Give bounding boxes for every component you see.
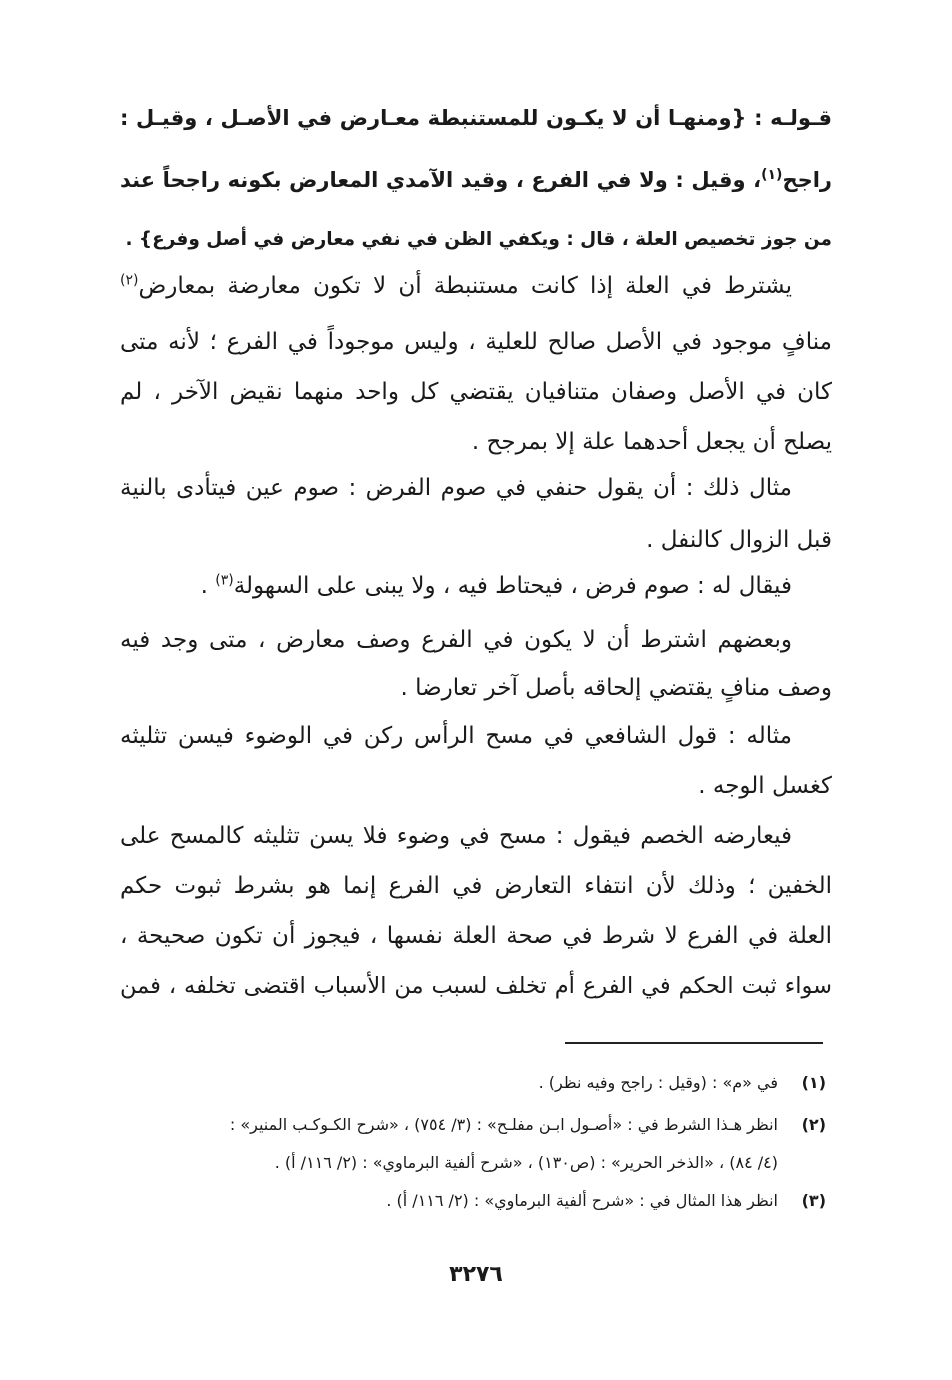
line-text: وبعضهم اشترط أن لا يكون في الفرع وصف معارض ، متى وجد فيه (120, 627, 792, 653)
main-text-line-16 (120, 866, 832, 906)
line-text: الخفين ؛ وذلك لأن انتفاء التعارض في الفرع إنما هو بشرط ثبوت حكم (120, 873, 832, 899)
line-text: راجح (782, 168, 832, 192)
footnote-1 (120, 1068, 826, 1098)
main-text-line-17 (120, 916, 832, 956)
footnote-2 (120, 1110, 826, 1140)
footnote-3 (120, 1186, 826, 1216)
line-text: سواء ثبت الحكم في الفرع أم تخلف لسبب من الأسباب اقتضى تخلفه ، فمن (120, 973, 832, 999)
line-text: كان في الأصل وصفان متنافيان يقتضي كل واحد منهما نقيض الآخر ، لم (120, 379, 832, 405)
line-text: من جوز تخصيص العلة ، قال : ويكفي الظن في نفي معارض في أصل وفرع} . (125, 229, 832, 250)
footnote-divider (565, 1042, 823, 1044)
main-text-line-12 (120, 668, 832, 708)
line-text: مثال ذلك : أن يقول حنفي في صوم الفرض : صوم عين فيتأدى بالنية (120, 475, 792, 501)
line-text: يصلح أن يجعل أحدهما علة إلا بمرجح . (471, 429, 832, 455)
line-text: وصف منافٍ يقتضي إلحاقه بأصل آخر تعارضا . (400, 675, 832, 701)
main-text-line-8 (120, 468, 832, 508)
line-text: قبل الزوال كالنفل . (646, 527, 832, 553)
line-text: قـولـه : {ومنهـا أن لا يكـون للمستنبطة معـارض في الأصـل ، وقيـل : (120, 106, 832, 130)
footnote-text: انظر هذا المثال في : «شرح ألفية البرماوي» : (٢/ ١١٦/ أ) . (386, 1191, 778, 1210)
main-text-line-4 (120, 266, 832, 306)
main-text-line-15 (120, 816, 832, 856)
line-text: منافٍ موجود في الأصل صالح للعلية ، وليس موجوداً في الفرع ؛ لأنه متى (120, 329, 832, 355)
footnote-text: (٤/ ٨٤) ، «الذخر الحرير» : (ص١٣٠) ، «شرح ألفية البرماوي» : (٢/ ١١٦/ أ) . (274, 1153, 778, 1172)
line-text: كغسل الوجه . (698, 773, 832, 799)
footnote-number: (١) (801, 1073, 826, 1092)
main-text-line-13 (120, 716, 832, 756)
line-text: فيقال له : صوم فرض ، فيحتاط فيه ، ولا يبنى على السهولة (233, 573, 792, 599)
main-text-line-2 (120, 160, 832, 200)
main-text-line-3 (120, 220, 832, 260)
footnote-marker-3[interactable]: (٣) (215, 572, 234, 589)
line-text: يشترط في العلة إذا كانت مستنبطة أن لا تكون معارضة بمعارض (138, 273, 792, 299)
footnote-2-continuation (120, 1148, 826, 1178)
main-text-line-7 (120, 422, 832, 462)
line-text: مثاله : قول الشافعي في مسح الرأس ركن في الوضوء فيسن تثليثه (120, 723, 792, 749)
line-text: ، وقيل : ولا في الفرع ، وقيد الآمدي المعارض بكونه راجحاً عند (120, 168, 762, 192)
main-text-line-14 (120, 766, 832, 806)
main-text-line-11 (120, 620, 832, 660)
footnote-text: في «م» : (وقيل : راجح وفيه نظر) . (538, 1073, 778, 1092)
main-text-line-5 (120, 322, 832, 362)
main-text-line-18 (120, 966, 832, 1006)
main-text-line-9 (120, 520, 832, 560)
main-text-line-10 (120, 566, 832, 606)
footnote-marker-1[interactable]: (١) (761, 167, 783, 183)
footnote-text: انظر هـذا الشرط في : «أصـول ابـن مفلـح» : (٣/ ٧٥٤) ، «شرح الكـوكـب المنير» : (229, 1115, 778, 1134)
main-text-line-6 (120, 372, 832, 412)
page-number: ٣٢٧٦ (449, 1262, 503, 1287)
line-text: . (200, 573, 216, 599)
line-text: العلة في الفرع لا شرط في صحة العلة نفسها ، فيجوز أن تكون صحيحة ، (120, 923, 832, 949)
main-text-line-1 (120, 98, 832, 138)
footnote-number: (٢) (801, 1115, 826, 1134)
footnote-marker-2[interactable]: (٢) (120, 272, 139, 289)
footnote-number: (٣) (801, 1191, 826, 1210)
line-text: فيعارضه الخصم فيقول : مسح في وضوء فلا يسن تثليثه كالمسح على (120, 823, 792, 849)
